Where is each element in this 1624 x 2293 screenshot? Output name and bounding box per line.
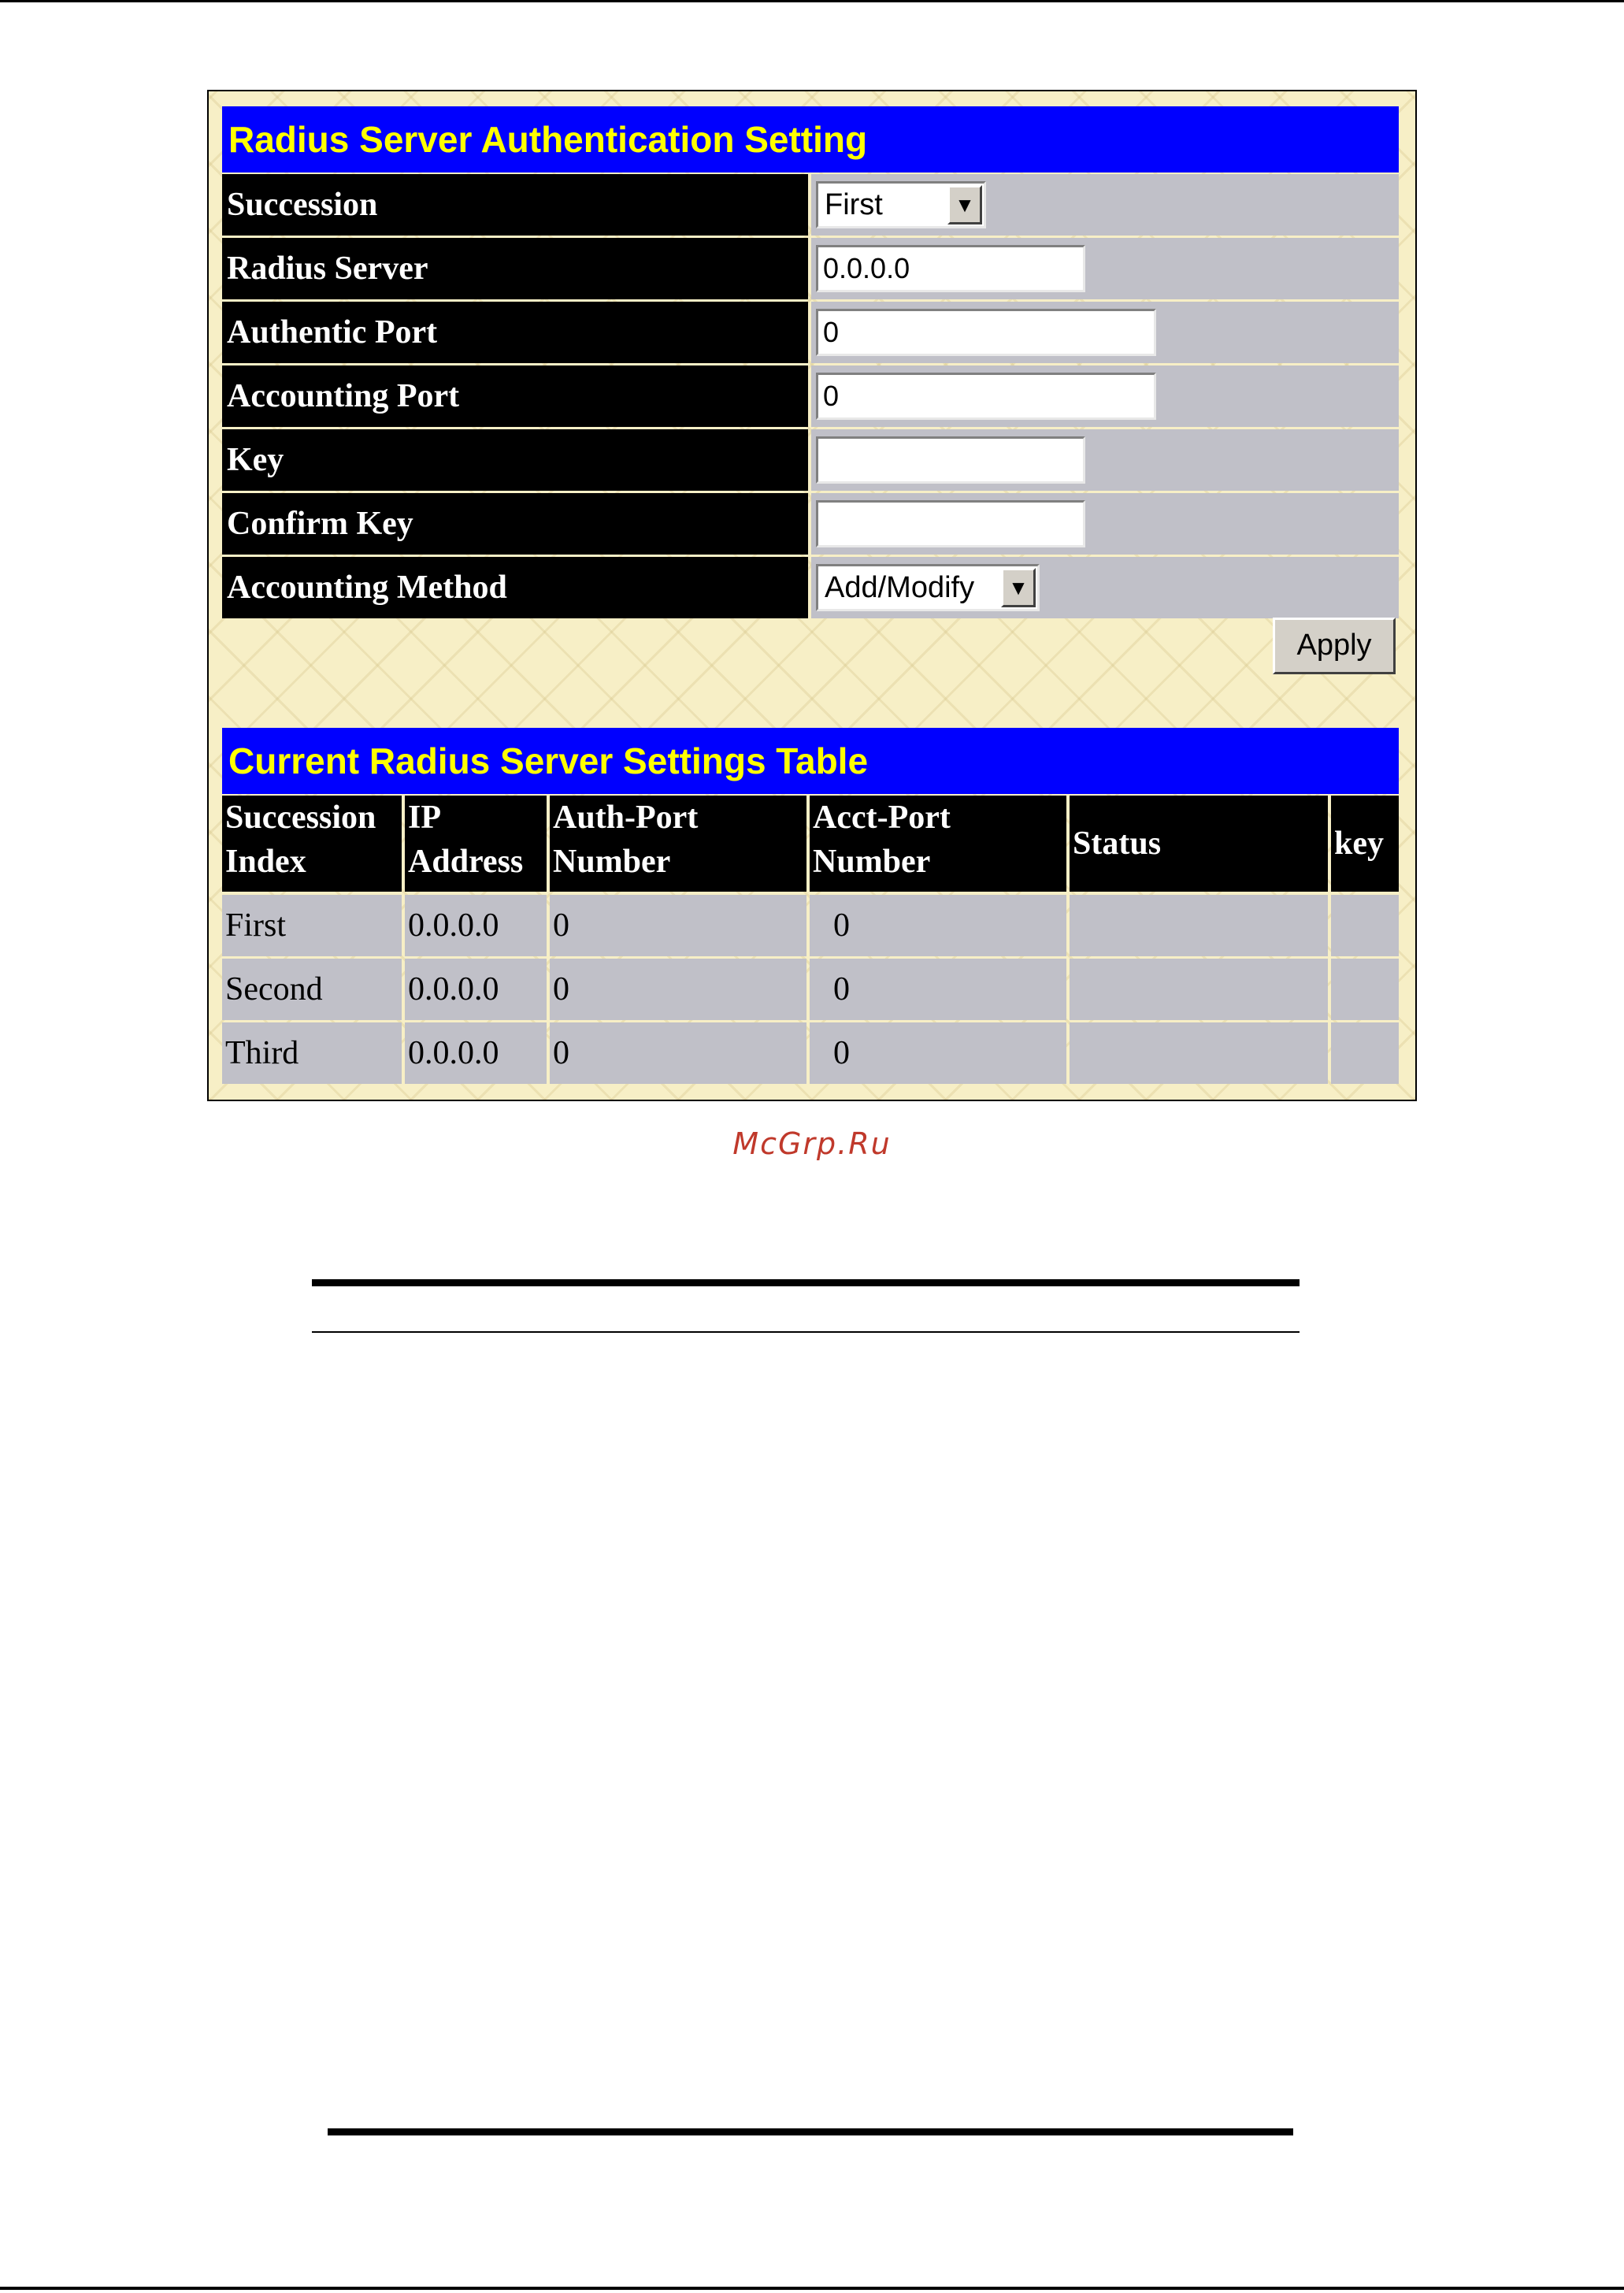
chevron-down-icon[interactable]: ▼ <box>947 185 982 224</box>
divider-thick <box>312 1279 1300 1286</box>
table-cell-acct-port: 0 <box>810 959 1066 1020</box>
header-auth-line2: Number <box>553 844 671 880</box>
radius-server-input[interactable]: 0.0.0.0 <box>816 245 1085 292</box>
table-cell-key <box>1331 1022 1399 1084</box>
authentic-port-input[interactable]: 0 <box>816 309 1156 356</box>
table-cell-auth-port: 0 <box>550 959 806 1020</box>
confirm-key-label: Confirm Key <box>222 493 808 555</box>
table-cell-succession: First <box>222 895 402 956</box>
succession-value-cell <box>811 174 1399 236</box>
table-cell-auth-port: 0 <box>550 895 806 956</box>
header-succession-line2: Index <box>225 844 306 880</box>
bottom-rule <box>0 2287 1624 2290</box>
table-cell-auth-port: 0 <box>550 1022 806 1084</box>
top-rule <box>0 0 1624 2</box>
succession-label: Succession <box>222 174 808 236</box>
radius-settings-panel <box>207 90 1417 1101</box>
table-cell-acct-port: 0 <box>810 895 1066 956</box>
table-cell-status <box>1070 1022 1328 1084</box>
radius-server-value-cell <box>811 238 1399 299</box>
accounting-port-row <box>222 365 1399 427</box>
table-cell-ip: 0.0.0.0 <box>405 1022 547 1084</box>
confirm-key-row <box>222 493 1399 555</box>
accounting-port-value-cell <box>811 365 1399 427</box>
accounting-method-select-value: Add/Modify <box>825 571 975 604</box>
accounting-port-input[interactable]: 0 <box>816 373 1156 420</box>
key-label: Key <box>222 429 808 491</box>
auth-setting-title: Radius Server Authentication Setting <box>222 106 1399 173</box>
radius-server-label: Radius Server <box>222 238 808 299</box>
accounting-method-select[interactable] <box>816 564 1040 611</box>
header-ip-line2: Address <box>408 844 524 880</box>
accounting-method-value-cell <box>811 557 1399 618</box>
header-auth-port-number <box>550 796 806 892</box>
chevron-down-icon[interactable]: ▼ <box>1001 568 1036 607</box>
header-key: key <box>1331 796 1399 892</box>
header-succession-index <box>222 796 402 892</box>
table-cell-ip: 0.0.0.0 <box>405 895 547 956</box>
table-cell-key <box>1331 895 1399 956</box>
settings-table-title: Current Radius Server Settings Table <box>222 728 1399 794</box>
table-cell-status <box>1070 959 1328 1020</box>
key-input[interactable] <box>816 436 1085 484</box>
table-cell-status <box>1070 895 1328 956</box>
radius-server-row <box>222 238 1399 299</box>
authentic-port-row <box>222 302 1399 363</box>
table-cell-acct-port: 0 <box>810 1022 1066 1084</box>
divider-thin <box>312 1331 1300 1333</box>
header-status: Status <box>1070 796 1328 892</box>
succession-select-value: First <box>825 188 883 221</box>
accounting-method-label: Accounting Method <box>222 557 808 618</box>
accounting-method-row <box>222 557 1399 618</box>
header-ip-address <box>405 796 547 892</box>
header-acct-port-number <box>810 796 1066 892</box>
apply-button[interactable]: Apply <box>1273 618 1396 674</box>
table-cell-succession: Third <box>222 1022 402 1084</box>
authentic-port-value-cell <box>811 302 1399 363</box>
table-cell-succession: Second <box>222 959 402 1020</box>
authentic-port-label: Authentic Port <box>222 302 808 363</box>
key-row <box>222 429 1399 491</box>
key-value-cell <box>811 429 1399 491</box>
header-succession-line1: Succession <box>225 800 376 836</box>
table-cell-key <box>1331 959 1399 1020</box>
header-acct-line2: Number <box>813 844 931 880</box>
watermark: McGrp.Ru <box>732 1126 892 1161</box>
confirm-key-input[interactable] <box>816 500 1085 547</box>
confirm-key-value-cell <box>811 493 1399 555</box>
header-auth-line1: Auth-Port <box>553 800 699 836</box>
accounting-port-label: Accounting Port <box>222 365 808 427</box>
succession-select[interactable] <box>816 181 986 228</box>
header-acct-line1: Acct-Port <box>813 800 951 836</box>
succession-row <box>222 174 1399 236</box>
table-cell-ip: 0.0.0.0 <box>405 959 547 1020</box>
footer-divider <box>328 2128 1293 2135</box>
header-ip-line1: IP <box>408 800 441 836</box>
